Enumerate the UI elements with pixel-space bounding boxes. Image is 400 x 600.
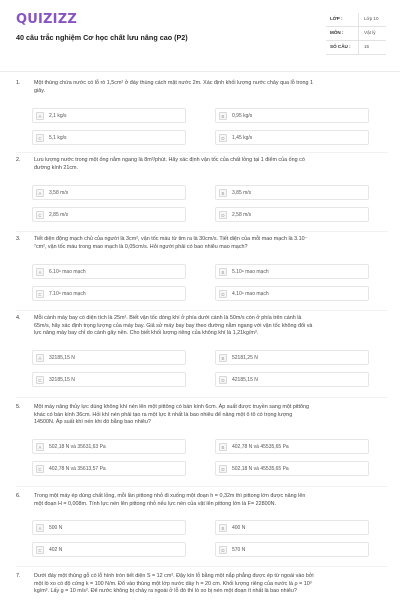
option-d[interactable] [215, 461, 369, 476]
question-number: 7. [16, 573, 21, 579]
option-c[interactable] [32, 372, 186, 387]
option-b[interactable] [215, 185, 369, 200]
option-letter: D [219, 465, 227, 473]
option-letter: A [36, 189, 44, 197]
question-text [34, 157, 390, 172]
question-line: giây. [34, 87, 45, 94]
question-line: Trong một máy ép dùng chất lỏng, mỗi lần pittong nhỏ đi xuống một đoạn h = 0,32m thì pittong lớn được nâng lên [34, 493, 306, 499]
question-number: 2. [16, 157, 21, 163]
option-letter: C [36, 546, 44, 554]
option-letter: B [219, 112, 227, 120]
option-a[interactable] [32, 520, 186, 535]
meta-row-subject [326, 27, 386, 41]
option-text: 32185,15 N [49, 355, 75, 361]
question-text [34, 236, 390, 251]
option-letter: B [219, 354, 227, 362]
meta-value: Lớp 10 [364, 16, 379, 21]
option-d[interactable] [215, 130, 369, 145]
option-letter: C [36, 290, 44, 298]
option-d[interactable] [215, 286, 369, 301]
option-letter: D [219, 376, 227, 384]
option-text: 3,58 m/s [49, 190, 69, 196]
option-text: 4.10⁹ mao mạch [232, 291, 269, 297]
option-c[interactable] [32, 542, 186, 557]
option-letter: A [36, 524, 44, 532]
question-line: 14500N. Áp suất khí nén khi đó bằng bao nhiêu? [34, 419, 151, 426]
option-letter: D [219, 134, 227, 142]
option-text: 5,1 kg/s [49, 135, 67, 141]
option-b[interactable] [215, 264, 369, 279]
option-letter: D [219, 290, 227, 298]
option-text: 402,78 N và 35613,57 Pa [49, 466, 106, 472]
option-text: 402,78 N và 45535,65 Pa [232, 444, 289, 450]
meta-key: MÔN : [330, 30, 344, 35]
option-text: 400 N [232, 525, 246, 531]
question-divider [16, 566, 388, 567]
option-a[interactable] [32, 439, 186, 454]
question-number: 5. [16, 404, 21, 410]
option-text: 2,85 m/s [49, 212, 69, 218]
option-text: 3,85 m/s [232, 190, 252, 196]
option-a[interactable] [32, 185, 186, 200]
option-text: 7.10⁹ mao mạch [49, 291, 86, 297]
option-c[interactable] [32, 461, 186, 476]
option-letter: A [36, 354, 44, 362]
option-d[interactable] [215, 207, 369, 222]
option-d[interactable] [215, 542, 369, 557]
option-c[interactable] [32, 130, 186, 145]
meta-key: LỚP : [330, 16, 343, 21]
question-text [34, 404, 390, 427]
question-line: Một máy nâng thủy lực dùng không khí nén lên một pittông có bán kính 6cm. Áp suất được truyền sang một pittông [34, 404, 310, 410]
option-b[interactable] [215, 350, 369, 365]
question-number: 3. [16, 236, 21, 242]
option-text: 500 N [49, 525, 63, 531]
question-line: Tiết diện động mạch chủ của người là 3cm², vận tốc máu từ tim ra là 30cm/s. Tiết diện của mỗi mao mạch là 3.10⁻ [34, 236, 308, 242]
question-text [34, 80, 390, 95]
option-letter: C [36, 376, 44, 384]
option-d[interactable] [215, 372, 369, 387]
meta-row-class [326, 13, 386, 27]
meta-value: Vật lý [364, 30, 376, 35]
meta-table [326, 13, 386, 55]
question-text [34, 493, 390, 508]
option-letter: A [36, 112, 44, 120]
question-number: 4. [16, 315, 21, 321]
option-letter: D [219, 211, 227, 219]
option-letter: A [36, 443, 44, 451]
option-text: 2,58 m/s [232, 212, 252, 218]
question-line: lực nâng máy bay chỉ do cánh gây nên. Cho biết khối lượng riêng của không khí là 1,21kg/m³. [34, 330, 259, 337]
option-text: 6.10⁹ mao mạch [49, 269, 86, 275]
meta-value: 15 [364, 44, 370, 49]
question-number: 6. [16, 493, 21, 499]
meta-divider [358, 13, 359, 55]
option-text: 402 N [49, 547, 63, 553]
question-line: 65m/s, hãy xác định trọng lượng của máy bay. Giả sử máy bay bay theo đường nằm ngang với vận tốc không đổi và [34, 322, 313, 329]
question-line: ⁷cm², vận tốc máu trong mao mạch là 0,05cm/s. Hỏi người phải có bao nhiêu mao mạch? [34, 243, 248, 250]
question-divider [16, 397, 388, 398]
option-text: 2,1 kg/s [49, 113, 67, 119]
question-line: Một thùng chứa nước có lỗ rò 1,5cm² ở đáy thùng cách mặt nước 2m. Xác định khối lượng nước chảy qua lỗ trong 1 [34, 80, 314, 86]
option-c[interactable] [32, 207, 186, 222]
question-line: kg/m³. Lấy g = 10 m/s². Để nước không bị chảy ra ngoài ở lỗ đó thì lò xo bị nén một đoạn ít nhất là bao nhiêu? [34, 588, 297, 595]
option-text: 502,18 N và 45535,65 Pa [232, 466, 289, 472]
option-letter: C [36, 465, 44, 473]
question-line: khác có bán kính 36cm. Hỏi khí nén phải tạo ra một lực ít nhất là bao nhiêu để nâng một ô tô có trọng lượng [34, 411, 293, 418]
option-letter: B [219, 443, 227, 451]
page-title: 40 câu trắc nghiệm Cơ học chất lưu nâng cao (P2) [16, 33, 188, 42]
question-divider [16, 152, 388, 153]
option-text: 42185,15 N [232, 377, 258, 383]
option-letter: A [36, 268, 44, 276]
option-b[interactable] [215, 439, 369, 454]
meta-row-count [326, 41, 386, 55]
option-letter: B [219, 189, 227, 197]
option-a[interactable] [32, 108, 186, 123]
option-letter: C [36, 134, 44, 142]
question-divider [16, 231, 388, 232]
option-a[interactable] [32, 350, 186, 365]
question-text [34, 573, 390, 596]
header-divider [0, 71, 400, 72]
option-text: 1,45 kg/s [232, 135, 253, 141]
option-letter: D [219, 546, 227, 554]
question-divider [16, 310, 388, 311]
option-letter: B [219, 524, 227, 532]
option-text: 5.10⁹ mao mạch [232, 269, 269, 275]
question-line: Mỗi cánh máy bay có diện tích là 25m². Biết vận tốc dòng khí ở phía dưới cánh là 50m/s còn ở phía trên cánh là [34, 315, 302, 321]
option-letter: C [36, 211, 44, 219]
question-number: 1. [16, 80, 21, 86]
option-a[interactable] [32, 264, 186, 279]
option-b[interactable] [215, 520, 369, 535]
question-text [34, 315, 390, 338]
meta-key: SỐ CÂU : [330, 44, 351, 49]
quizizz-logo: QUIZIZZ [16, 12, 77, 27]
option-text: 502,18 N và 35631,63 Pa [49, 444, 106, 450]
option-letter: B [219, 268, 227, 276]
question-line: Lưu lượng nước trong một ống nằm ngang là 8m³/phút. Hãy xác định vận tốc của chất lỏng tại 1 điểm của ống có [34, 157, 305, 163]
question-line: một đoạn H = 0,008m. Tính lực nén lên pittong nhỏ nếu lực nén của vật lên pittong lớn là F= 22800N. [34, 500, 277, 507]
question-line: đường kính 21cm. [34, 164, 79, 171]
question-line: Dưới đáy một thùng gỗ có lỗ hình tròn tiết diện S = 12 cm². Đậy kín lỗ bằng một nắp phẳng được ép từ ngoài vào bởi [34, 573, 314, 579]
question-line: một lò xo có độ cứng k = 100 N/m. Đổ vào thùng một lớp nước dày h = 20 cm. Khối lượng riêng của nước là ρ = 10³ [34, 580, 312, 587]
option-b[interactable] [215, 108, 369, 123]
page-header [0, 0, 400, 62]
option-text: 32185,15 N [49, 377, 75, 383]
option-text: 52181,25 N [232, 355, 258, 361]
option-c[interactable] [32, 286, 186, 301]
question-divider [16, 486, 388, 487]
option-text: 0,95 kg/s [232, 113, 253, 119]
option-text: 570 N [232, 547, 246, 553]
